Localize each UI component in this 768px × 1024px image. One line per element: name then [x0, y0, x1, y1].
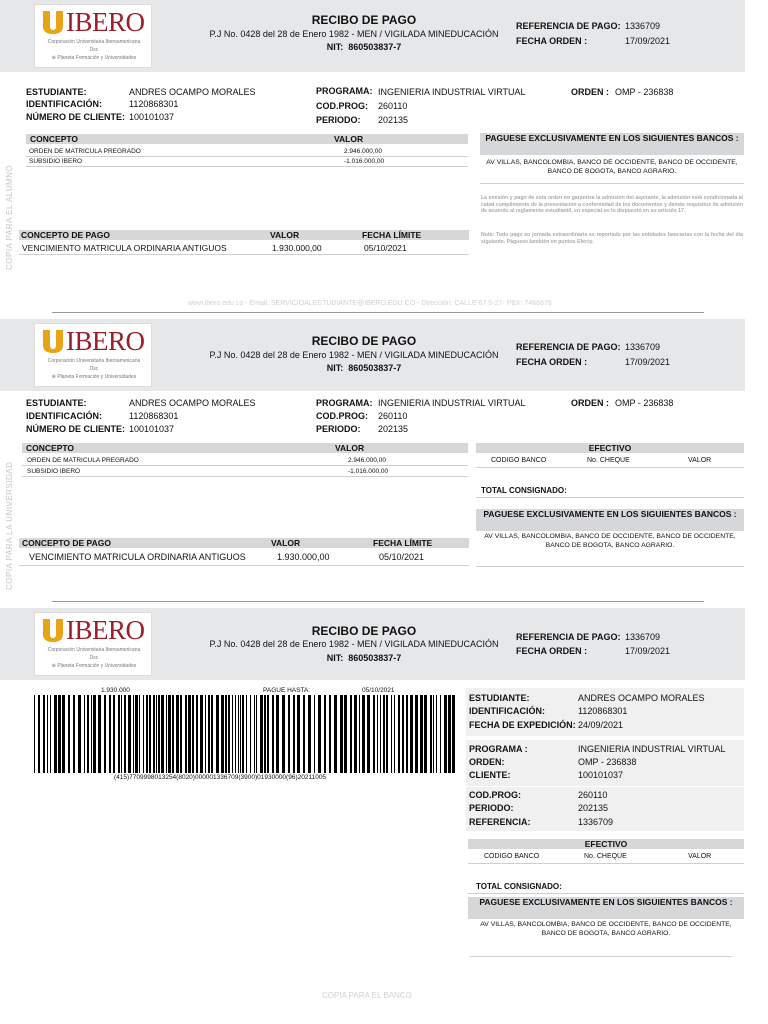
- barcode-bar: [124, 695, 126, 773]
- banks-list: AV VILLAS, BANCOLOMBIA, BANCO DE OCCIDENTE, BANCO DE OCCIDENTE, BANCO DE BOGOTA, BANCO AGRARIO.: [484, 533, 736, 549]
- estudiante-label: ESTUDIANTE:: [26, 398, 87, 408]
- concept-row-1-value: 2.946.000,00: [348, 457, 386, 464]
- orden-label: ORDEN:: [469, 757, 505, 767]
- no-cheque-header: No. CHEQUE: [584, 853, 627, 860]
- programa-label: PROGRAMA:: [316, 86, 373, 96]
- periodo-value: 202135: [578, 803, 609, 813]
- identificacion-value: 1120868301: [129, 99, 179, 109]
- ibero-logo-icon: [40, 617, 66, 643]
- barcode-bar: [386, 695, 388, 773]
- barcode-amount: 1.930.000: [101, 687, 130, 694]
- resolution-text: P.J No. 0428 del 28 de Enero 1982 - MEN / VIGILADA MINEDUCACIÓN: [209, 639, 499, 649]
- barcode-bar: [267, 695, 269, 773]
- copy-label-universidad: COPIA PARA LA UNIVERSIDAD: [5, 461, 14, 590]
- barcode-bar: [180, 695, 182, 773]
- barcode-bar: [221, 695, 224, 773]
- concept-row-2-value: -1.016.000,00: [348, 468, 389, 475]
- barcode-bar: [73, 695, 75, 773]
- payment-deadline: 05/10/2021: [379, 552, 425, 562]
- barcode-bar: [146, 695, 148, 773]
- valor-header: VALOR: [335, 443, 365, 453]
- concept-table-header: [22, 443, 468, 453]
- logo-subtitle-2: Dsc: [89, 47, 99, 53]
- logo-brand: IBERO: [66, 326, 145, 356]
- fecha-limite-header: FECHA LÍMITE: [373, 538, 433, 548]
- barcode-bar: [208, 695, 210, 773]
- row-divider: [19, 254, 469, 255]
- nit-value: 860503837-7: [348, 42, 402, 52]
- estudiante-label: ESTUDIANTE:: [26, 87, 87, 97]
- barcode-bar: [329, 695, 331, 773]
- barcode-bar: [153, 695, 155, 773]
- barcode-bar: [260, 695, 263, 773]
- logo-subtitle-2: Dsc: [89, 366, 99, 372]
- periodo-label: PERIODO:: [469, 803, 514, 813]
- codprog-value: 260110: [578, 790, 608, 800]
- barcode-bar: [452, 695, 455, 773]
- barcode-bar: [254, 695, 255, 773]
- barcode-bar: [367, 695, 370, 773]
- barcode-bar: [47, 695, 48, 773]
- pague-hasta-date: 05/10/2021: [362, 687, 395, 694]
- payment-concept: VENCIMIENTO MATRICULA ORDINARIA ANTIGUOS: [29, 552, 246, 562]
- barcode-bar: [318, 695, 321, 773]
- barcode-bar: [121, 695, 122, 773]
- orden-label: ORDEN :: [571, 87, 609, 97]
- barcode-bar: [211, 695, 213, 773]
- periodo-value: 202135: [378, 115, 409, 125]
- barcode-bar: [242, 695, 244, 773]
- barcode-bar: [196, 695, 198, 773]
- admission-note: La emisión y pago de esta orden no garantiza la admisión del aspirante, la admisión está condicionada al cabal cumplimiento de la presentación a conformidad de los documentos y demás requisitos de admisión de acuerdo al reglamento estudiantil, en especial en lo dispuesto en su artículo 17.: [481, 195, 743, 214]
- valor-header: VALOR: [334, 134, 364, 144]
- ref-label: REFERENCIA DE PAGO:: [516, 21, 621, 31]
- identificacion-label: IDENTIFICACIÓN:: [469, 706, 545, 716]
- ibero-logo: [34, 4, 152, 68]
- valor-efectivo-header: VALOR: [688, 457, 712, 464]
- banks-divider: [470, 956, 732, 957]
- identificacion-value: 1120868301: [129, 411, 179, 421]
- barcode-bar: [232, 695, 233, 773]
- total-divider: [476, 497, 744, 498]
- barcode-bar: [350, 695, 352, 773]
- barcode-bar: [38, 695, 40, 773]
- barcode-bar: [383, 695, 385, 773]
- total-consignado-label: TOTAL CONSIGNADO:: [481, 486, 567, 495]
- barcode-bar: [156, 695, 157, 773]
- payment-barcode: [34, 695, 458, 773]
- fecha-orden-label: FECHA ORDEN :: [516, 357, 588, 367]
- barcode-bar: [50, 695, 51, 773]
- ref-value: 1336709: [625, 342, 661, 352]
- logo-brand: IBERO: [66, 615, 145, 645]
- barcode-bar: [118, 695, 120, 773]
- banks-heading: PAGUESE EXCLUSIVAMENTE EN LOS SIGUIENTES BANCOS :: [476, 509, 744, 531]
- barcode-bar: [98, 695, 101, 773]
- concept-row-2-name: SUBSIDIO IBERO: [29, 158, 83, 165]
- barcode-bar: [444, 695, 447, 773]
- barcode-bar: [282, 695, 285, 773]
- barcode-bar: [43, 695, 45, 773]
- valor-pago-header: VALOR: [270, 230, 300, 240]
- banks-divider: [480, 183, 744, 184]
- barcode-bar: [308, 695, 311, 773]
- barcode-bar: [133, 695, 134, 773]
- no-cheque-header: No. CHEQUE: [587, 457, 630, 464]
- orden-value: OMP - 236838: [615, 398, 674, 408]
- payment-deadline: 05/10/2021: [364, 243, 407, 253]
- total-consignado-label: TOTAL CONSIGNADO:: [476, 882, 562, 891]
- valor-efectivo-header: VALOR: [688, 853, 712, 860]
- codprog-label: COD.PROG:: [469, 790, 522, 800]
- payment-amount: 1.930.000,00: [277, 552, 330, 562]
- row-divider: [26, 166, 468, 167]
- barcode-bar: [228, 695, 230, 773]
- ibero-logo: [34, 612, 152, 676]
- barcode-bar: [324, 695, 326, 773]
- banks-divider: [476, 566, 744, 567]
- banks-heading: PAGUESE EXCLUSIVAMENTE EN LOS SIGUIENTES BANCOS :: [480, 133, 744, 155]
- programa-label: PROGRAMA:: [316, 398, 373, 408]
- banks-list: AV VILLAS, BANCOLOMBIA, BANCO DE OCCIDENTE, BANCO DE OCCIDENTE, BANCO DE BOGOTA, BANCO AGRARIO.: [480, 921, 732, 937]
- programa-value: INGENIERIA INDUSTRIAL VIRTUAL: [378, 398, 526, 408]
- barcode-bar: [225, 695, 227, 773]
- fecha-limite-header: FECHA LÍMITE: [362, 230, 422, 240]
- barcode-bar: [109, 695, 111, 773]
- barcode-bar: [84, 695, 85, 773]
- barcode-bar: [139, 695, 140, 773]
- payment-concept: VENCIMIENTO MATRICULA ORDINARIA ANTIGUOS: [22, 243, 227, 253]
- fecha-orden-label: FECHA ORDEN :: [516, 646, 588, 656]
- barcode-bar: [440, 695, 441, 773]
- logo-planeta-text: Planeta Formación y Universidades: [57, 374, 137, 380]
- cliente-value: 100101037: [129, 112, 175, 122]
- barcode-bar: [128, 695, 131, 773]
- concept-row-2-value: -1.016.000,00: [344, 158, 385, 165]
- ref-label: REFERENCIA DE PAGO:: [516, 342, 621, 352]
- pague-hasta-label: PAGUE HASTA:: [263, 687, 311, 694]
- barcode-bar: [87, 695, 89, 773]
- barcode-bar: [54, 695, 57, 773]
- barcode-bar: [246, 695, 247, 773]
- barcode-bar: [216, 695, 219, 773]
- barcode-bar: [380, 695, 381, 773]
- barcode-text: (415)7709998013254(8020)000001336709(3900)01930000(96)20211005: [114, 774, 327, 781]
- estudiante-value: ANDRES OCAMPO MORALES: [129, 398, 256, 408]
- barcode-bar: [200, 695, 203, 773]
- barcode-bar: [168, 695, 171, 773]
- ibero-logo-icon: [40, 9, 66, 35]
- cliente-value: 100101037: [578, 770, 624, 780]
- barcode-bar: [359, 695, 360, 773]
- efectivo-header: EFECTIVO: [468, 839, 744, 849]
- receipt-title: RECIBO DE PAGO: [311, 13, 417, 27]
- estudiante-value: ANDRES OCAMPO MORALES: [129, 87, 256, 97]
- nit-label: NIT:: [326, 363, 344, 373]
- nit-label: NIT:: [326, 653, 344, 663]
- barcode-bar: [373, 695, 375, 773]
- barcode-bar: [272, 695, 274, 773]
- logo-planeta: ⊕ Planeta Formación y Universidades: [51, 663, 137, 669]
- barcode-bar: [293, 695, 295, 773]
- efectivo-header: EFECTIVO: [476, 443, 744, 453]
- logo-planeta: ⊕ Planeta Formación y Universidades: [51, 374, 137, 380]
- barcode-bar: [448, 695, 451, 773]
- logo-subtitle: Corporación Universitaria Iberoamericana: [47, 358, 141, 364]
- barcode-bar: [68, 695, 70, 773]
- barcode-bar: [394, 695, 395, 773]
- barcode-bar: [354, 695, 357, 773]
- codprog-value: 260110: [378, 101, 408, 111]
- concept-table-header: [26, 134, 468, 144]
- barcode-bar: [104, 695, 106, 773]
- barcode-bar: [158, 695, 160, 773]
- logo-planeta: ⊕ Planeta Formación y Universidades: [51, 55, 137, 61]
- logo-subtitle: Corporación Universitaria Iberoamericana: [47, 39, 141, 45]
- periodo-value: 202135: [378, 424, 409, 434]
- codprog-label: COD.PROG:: [316, 101, 369, 111]
- identificacion-value: 1120868301: [578, 706, 628, 716]
- barcode-bar: [192, 695, 194, 773]
- barcode-bar: [78, 695, 81, 773]
- estudiante-label: ESTUDIANTE:: [469, 693, 530, 703]
- barcode-bar: [420, 695, 423, 773]
- barcode-bar: [135, 695, 138, 773]
- barcode-bar: [172, 695, 174, 773]
- codigo-banco-header: CODIGO BANCO: [491, 457, 547, 464]
- row-divider: [19, 565, 469, 566]
- efectivo-divider: [468, 863, 744, 864]
- barcode-bar: [433, 695, 434, 773]
- identificacion-label: IDENTIFICACIÓN:: [26, 411, 102, 421]
- concepto-header: CONCEPTO: [30, 134, 79, 144]
- nit-line: [214, 42, 514, 52]
- barcode-bar: [398, 695, 400, 773]
- periodo-label: PERIODO:: [316, 424, 361, 434]
- logo-planeta-text: Planeta Formación y Universidades: [57, 663, 137, 669]
- fecha-expedicion-label: FECHA DE EXPEDICIÓN:: [469, 720, 576, 730]
- orden-label: ORDEN :: [571, 398, 609, 408]
- barcode-bar: [402, 695, 404, 773]
- barcode-bar: [303, 695, 305, 773]
- barcode-bar: [166, 695, 167, 773]
- ref-value: 1336709: [625, 21, 661, 31]
- fecha-orden-value: 17/09/2021: [625, 36, 671, 46]
- barcode-bar: [188, 695, 191, 773]
- fecha-orden-label: FECHA ORDEN :: [516, 36, 588, 46]
- concept-row-2-name: SUBSIDIO IBERO: [27, 468, 81, 475]
- cut-line: [52, 601, 704, 602]
- programa-label: PROGRAMA :: [469, 744, 528, 754]
- cut-line: [52, 312, 704, 313]
- barcode-bar: [276, 695, 279, 773]
- fecha-expedicion-value: 24/09/2021: [578, 720, 624, 730]
- barcode-bar: [238, 695, 239, 773]
- banks-list: AV VILLAS, BANCOLOMBIA, BANCO DE OCCIDENTE, BANCO DE OCCIDENTE, BANCO DE BOGOTA, BANCO AGRARIO.: [486, 159, 738, 175]
- barcode-bar: [235, 695, 236, 773]
- codigo-banco-header: CODIGO BANCO: [484, 853, 540, 860]
- concept-row-1-value: 2.946.000,00: [344, 148, 382, 155]
- programa-value: INGENIERIA INDUSTRIAL VIRTUAL: [578, 744, 726, 754]
- barcode-bar: [62, 695, 65, 773]
- barcode-bar: [113, 695, 115, 773]
- row-divider: [26, 156, 468, 157]
- barcode-bar: [93, 695, 96, 773]
- receipt-title: RECIBO DE PAGO: [311, 334, 417, 348]
- copy-label-alumno: COPIA PARA EL ALUMNO: [5, 164, 14, 270]
- total-divider: [468, 893, 744, 894]
- receipt-title: RECIBO DE PAGO: [311, 624, 417, 638]
- barcode-bar: [391, 695, 392, 773]
- barcode-bar: [34, 695, 35, 773]
- concepto-pago-header: CONCEPTO DE PAGO: [21, 230, 110, 240]
- payment-amount: 1.930.000,00: [272, 243, 322, 253]
- cliente-label: NÚMERO DE CLIENTE:: [26, 112, 125, 122]
- payment-table-header: [19, 538, 469, 548]
- codprog-label: COD.PROG:: [316, 411, 369, 421]
- logo-planeta-text: Planeta Formación y Universidades: [57, 55, 137, 61]
- row-divider: [22, 476, 468, 477]
- cliente-label: CLIENTE:: [469, 770, 511, 780]
- fecha-orden-value: 17/09/2021: [625, 646, 671, 656]
- barcode-bar: [410, 695, 413, 773]
- concept-row-1-name: ORDEN DE MATRICULA PREGRADO: [27, 457, 139, 464]
- payment-note: Nota: Todo pago en jornada extraordinaria es reportado por las entidades bancarias con la fecha del día siguiente. Páguese también en puntos Efecty.: [481, 232, 743, 245]
- referencia-value: 1336709: [578, 817, 614, 827]
- concepto-pago-header: CONCEPTO DE PAGO: [22, 538, 111, 548]
- barcode-bar: [264, 695, 266, 773]
- ref-label: REFERENCIA DE PAGO:: [516, 632, 621, 642]
- orden-value: OMP - 236838: [615, 87, 674, 97]
- ref-value: 1336709: [625, 632, 661, 642]
- barcode-bar: [406, 695, 408, 773]
- barcode-bar: [205, 695, 206, 773]
- resolution-text: P.J No. 0428 del 28 de Enero 1982 - MEN / VIGILADA MINEDUCACIÓN: [209, 350, 499, 360]
- estudiante-value: ANDRES OCAMPO MORALES: [578, 693, 705, 703]
- barcode-bar: [161, 695, 164, 773]
- logo-brand: IBERO: [66, 7, 145, 37]
- barcode-bar: [297, 695, 300, 773]
- nit-line: [214, 363, 514, 373]
- barcode-bar: [256, 695, 257, 773]
- nit-value: 860503837-7: [348, 653, 402, 663]
- barcode-bar: [344, 695, 347, 773]
- logo-subtitle-2: Dsc: [89, 655, 99, 661]
- concepto-header: CONCEPTO: [26, 443, 75, 453]
- banks-heading: PAGUESE EXCLUSIVAMENTE EN LOS SIGUIENTES BANCOS :: [468, 897, 744, 919]
- barcode-bar: [334, 695, 337, 773]
- barcode-bar: [340, 695, 343, 773]
- barcode-bar: [314, 695, 315, 773]
- barcode-bar: [250, 695, 251, 773]
- barcode-bar: [149, 695, 151, 773]
- barcode-bar: [415, 695, 418, 773]
- barcode-bar: [91, 695, 92, 773]
- barcode-bar: [430, 695, 432, 773]
- barcode-bar: [185, 695, 187, 773]
- contact-footer: www.ibero.edu.co - Email: SERVICIOALESTUDIANTE@IBERO.EDU.CO - Dirección: CALLE 67 5-27- PBX: 7466876: [188, 300, 552, 307]
- nit-label: NIT:: [326, 42, 344, 52]
- nit-value: 860503837-7: [348, 363, 402, 373]
- cliente-label: NÚMERO DE CLIENTE:: [26, 424, 125, 434]
- orden-value: OMP - 236838: [578, 757, 637, 767]
- periodo-label: PERIODO:: [316, 115, 361, 125]
- programa-value: INGENIERIA INDUSTRIAL VIRTUAL: [378, 87, 526, 97]
- barcode-bar: [288, 695, 290, 773]
- barcode-bar: [143, 695, 144, 773]
- ibero-logo-icon: [40, 328, 66, 354]
- referencia-label: REFERENCIA:: [469, 817, 531, 827]
- concept-row-1-name: ORDEN DE MATRICULA PREGRADO: [29, 148, 141, 155]
- cliente-value: 100101037: [129, 424, 175, 434]
- ibero-logo: [34, 323, 152, 387]
- valor-pago-header: VALOR: [271, 538, 301, 548]
- resolution-text: P.J No. 0428 del 28 de Enero 1982 - MEN / VIGILADA MINEDUCACIÓN: [209, 29, 499, 39]
- barcode-bar: [377, 695, 378, 773]
- nit-line: [214, 653, 514, 663]
- row-divider: [22, 465, 468, 466]
- barcode-bar: [362, 695, 365, 773]
- barcode-bar: [436, 695, 437, 773]
- copy-label-banco: COPIA PARA EL BANCO: [322, 991, 412, 1000]
- logo-subtitle: Corporación Universitaria Iberoamericana: [47, 647, 141, 653]
- efectivo-divider: [476, 467, 744, 468]
- payment-table-header: [19, 230, 469, 240]
- barcode-bar: [240, 695, 241, 773]
- barcode-bar: [58, 695, 61, 773]
- identificacion-label: IDENTIFICACIÓN:: [26, 99, 102, 109]
- barcode-bar: [176, 695, 179, 773]
- fecha-orden-value: 17/09/2021: [625, 357, 671, 367]
- codprog-value: 260110: [378, 411, 408, 421]
- barcode-bar: [424, 695, 427, 773]
